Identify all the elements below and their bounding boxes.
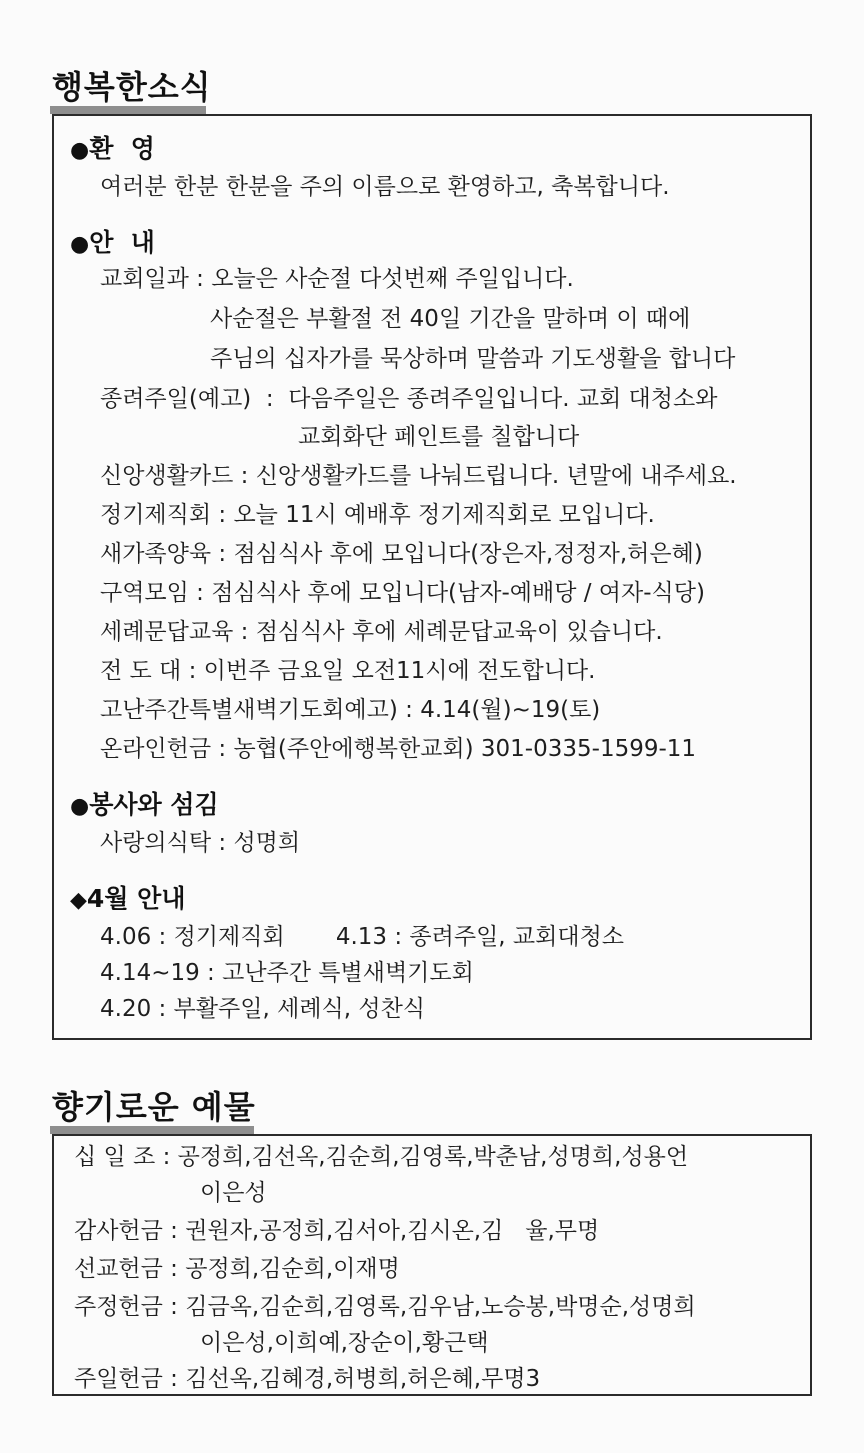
- offering-title: 향기로운 예물: [52, 1088, 256, 1126]
- offering-names: 김선옥,김혜경,허병희,허은혜,무명3: [185, 1366, 541, 1392]
- notice-item: [100, 500, 655, 530]
- notice-item: [100, 461, 737, 491]
- notice-item: [100, 695, 600, 725]
- service-item: [100, 828, 300, 858]
- notice-sep: :: [211, 541, 234, 567]
- bullet-circle-icon: ●: [70, 232, 90, 257]
- notice-label: 세례문답교육: [100, 619, 234, 645]
- offering-sep: :: [162, 1366, 186, 1392]
- service-heading-text: 봉사와 섬김: [89, 790, 219, 819]
- notice-text: 오늘 11시 예배후 정기제직회로 모입니다.: [233, 502, 655, 528]
- offering-names: 김금옥,김순희,김영록,김우남,노승봉,박명순,성명희: [185, 1294, 696, 1320]
- service-value: 성명희: [233, 830, 301, 856]
- april-heading: [70, 884, 185, 916]
- offering-label: 십 일 조: [74, 1144, 156, 1170]
- bullet-diamond-icon: ◆: [70, 888, 87, 913]
- notice-item: [100, 578, 705, 608]
- notice-sep: :: [397, 697, 421, 723]
- notice-item: [100, 734, 696, 764]
- notice-sep: :: [251, 386, 289, 412]
- news-title: 행복한소식: [52, 68, 212, 106]
- notice-text: 농협(주안에행복한교회) 301-0335-1599-11: [233, 736, 697, 762]
- offering-names: 공정희,김순희,이재명: [185, 1256, 400, 1282]
- notice-label: 신앙생활카드: [100, 463, 234, 489]
- notice-label: 구역모임: [100, 580, 189, 606]
- notice-label: 교회일과: [100, 266, 189, 292]
- offering-title-underline: [50, 1126, 254, 1134]
- notice-text-continued: 교회화단 페인트를 칠합니다: [298, 424, 580, 450]
- news-box: [52, 114, 812, 1040]
- notice-label: 정기제직회: [100, 502, 212, 528]
- offering-names-continued: 이은성,이희예,장순이,황근택: [200, 1330, 489, 1356]
- april-line: 4.06 : 정기제직회 4.13 : 종려주일, 교회대청소: [100, 924, 625, 950]
- offering-names: 권원자,공정희,김서아,김시온,김 율,무명: [185, 1218, 600, 1244]
- notice-item: [100, 384, 717, 414]
- offering-item: [74, 1364, 540, 1394]
- notice-text: 4.14(월)~19(토): [420, 697, 601, 723]
- notice-sep: :: [188, 266, 212, 292]
- offering-item: [74, 1254, 400, 1284]
- welcome-text: 여러분 한분 한분을 주의 이름으로 환영하고, 축복합니다.: [100, 174, 670, 200]
- notice-text: 신앙생활카드를 나눠드립니다. 년말에 내주세요.: [255, 463, 737, 489]
- offering-item: [74, 1142, 688, 1172]
- notice-text: 다음주일은 종려주일입니다. 교회 대청소와: [288, 386, 718, 412]
- offering-box: [52, 1134, 812, 1396]
- notice-label: 온라인헌금: [100, 736, 212, 762]
- notice-item: [100, 617, 663, 647]
- notice-sep: :: [181, 658, 204, 684]
- offering-sep: :: [155, 1144, 178, 1170]
- offering-sep: :: [162, 1218, 186, 1244]
- bullet-circle-icon: ●: [70, 794, 90, 819]
- notice-item: [100, 539, 703, 569]
- notice-text: 점심식사 후에 모입니다(남자-예배당 / 여자-식당): [211, 580, 705, 606]
- notice-heading: [70, 228, 155, 260]
- notice-label: 고난주간특별새벽기도회예고): [100, 697, 398, 723]
- notice-item: [100, 656, 595, 686]
- notice-sep: :: [233, 463, 256, 489]
- service-label: 사랑의식탁: [100, 830, 212, 856]
- offering-label: 선교헌금: [74, 1256, 163, 1282]
- welcome-heading: [70, 134, 155, 166]
- notice-sep: :: [211, 502, 234, 528]
- april-line: 4.20 : 부활주일, 세례식, 성찬식: [100, 996, 426, 1022]
- notice-text-continued: 주님의 십자가를 묵상하며 말씀과 기도생활을 합니다: [210, 346, 736, 372]
- notice-item: [100, 264, 574, 294]
- notice-sep: :: [188, 580, 212, 606]
- april-line: 4.14~19 : 고난주간 특별새벽기도회: [100, 960, 474, 986]
- notice-sep: :: [233, 619, 256, 645]
- notice-text-continued: 사순절은 부활절 전 40일 기간을 말하며 이 때에: [210, 306, 691, 332]
- notice-text: 오늘은 사순절 다섯번째 주일입니다.: [211, 266, 574, 292]
- offering-item: [74, 1216, 599, 1246]
- notice-sep: :: [211, 736, 234, 762]
- bullet-circle-icon: ●: [70, 138, 90, 163]
- offering-label: 감사헌금: [74, 1218, 163, 1244]
- notice-heading-text: 안 내: [89, 228, 155, 257]
- april-heading-text: 4월 안내: [86, 884, 186, 913]
- news-title-underline: [50, 106, 206, 114]
- service-heading: [70, 790, 219, 822]
- welcome-heading-text: 환 영: [89, 134, 155, 163]
- notice-text: 이번주 금요일 오전11시에 전도합니다.: [203, 658, 596, 684]
- notice-label: 새가족양육: [100, 541, 212, 567]
- offering-sep: :: [162, 1256, 186, 1282]
- notice-text: 점심식사 후에 모입니다(장은자,정정자,허은혜): [233, 541, 703, 567]
- offering-names-continued: 이은성: [200, 1180, 267, 1206]
- offering-label: 주정헌금: [74, 1294, 163, 1320]
- notice-label: 종려주일(예고): [100, 386, 252, 412]
- notice-label: 전 도 대: [100, 658, 182, 684]
- offering-label: 주일헌금: [74, 1366, 163, 1392]
- offering-names: 공정희,김선옥,김순희,김영록,박춘남,성명희,성용언: [177, 1144, 689, 1170]
- offering-sep: :: [162, 1294, 186, 1320]
- service-sep: :: [211, 830, 234, 856]
- notice-text: 점심식사 후에 세례문답교육이 있습니다.: [255, 619, 663, 645]
- offering-item: [74, 1292, 696, 1322]
